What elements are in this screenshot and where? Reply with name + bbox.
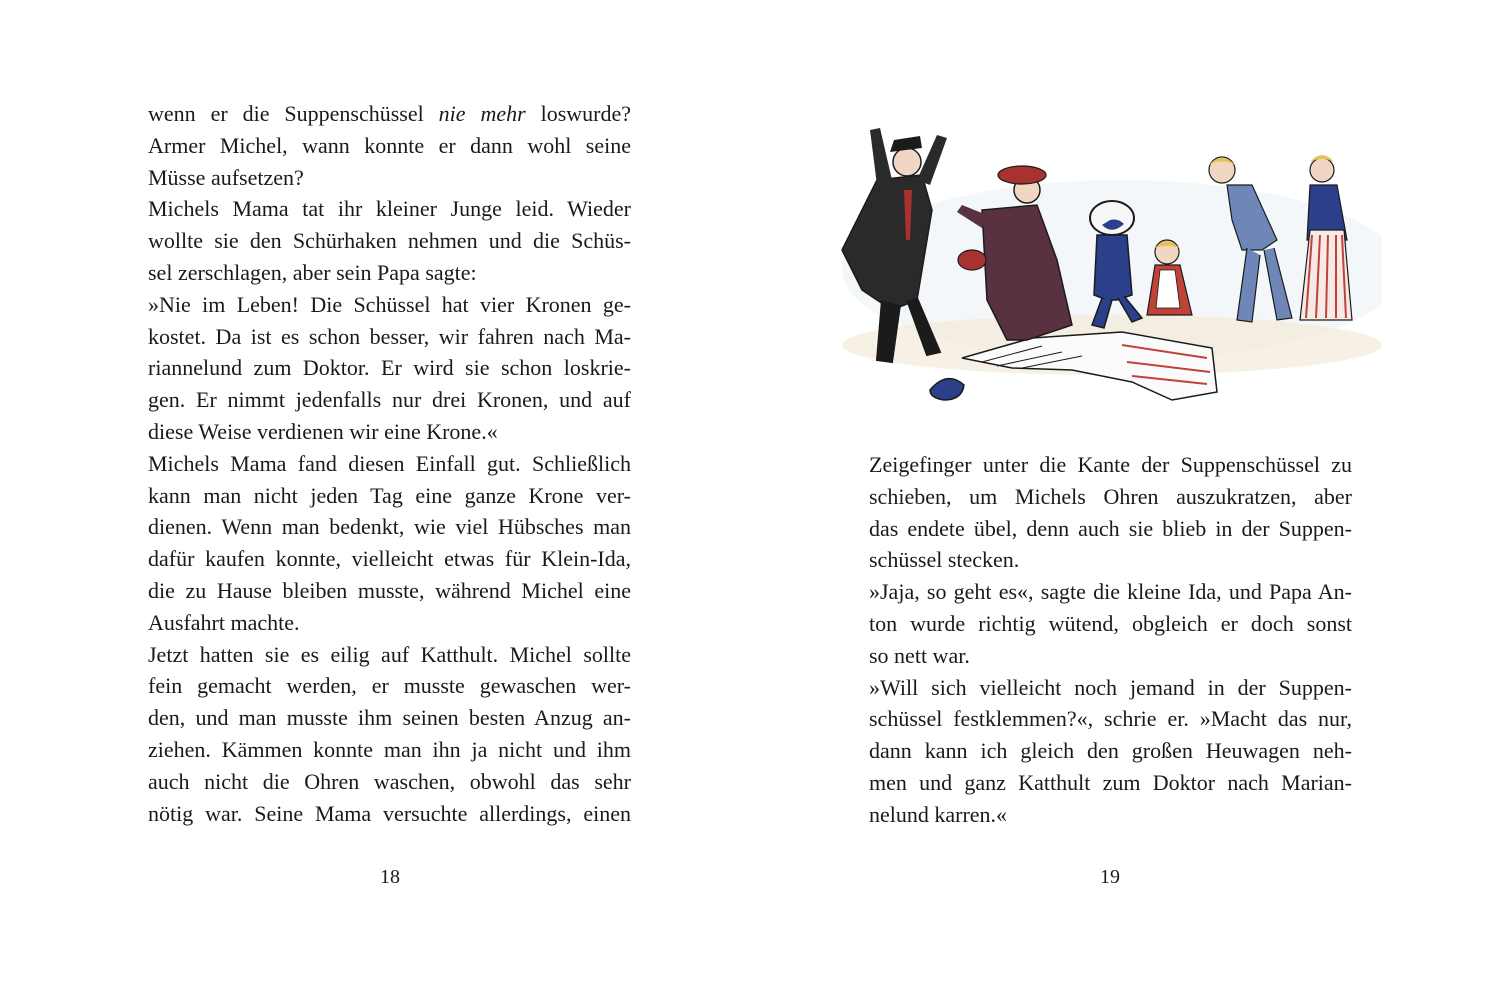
text-line: sel zerschlagen, aber sein Papa sagte:	[148, 259, 477, 285]
text-line: riannelund zum Doktor. Er wird sie schon loskrie-	[148, 355, 631, 381]
text-line: den, und man musste ihm seinen besten Anzug an-	[148, 705, 631, 731]
text-line: »Will sich vielleicht noch jemand in der Suppen-	[869, 674, 1352, 700]
text-line: gen. Er nimmt jedenfalls nur drei Kronen, und auf	[148, 387, 631, 413]
text-line: ziehen. Kämmen konnte man ihn ja nicht und ihm	[148, 736, 631, 762]
text-line: schüssel stecken.	[869, 547, 1020, 573]
father-arm-left	[870, 128, 892, 185]
text-line: nelund karren.«	[869, 801, 1008, 827]
text-line: auch nicht die Ohren waschen, obwohl das sehr	[148, 768, 631, 794]
lina-figure	[1300, 155, 1352, 320]
text-line: kann man nicht jeden Tag eine ganze Krone ver-	[148, 482, 631, 508]
text-line: Müsse aufsetzen?	[148, 164, 304, 190]
text-line: Jetzt hatten sie es eilig auf Katthult. Michel sollte	[148, 641, 631, 667]
text-line: men und ganz Katthult zum Doktor nach Marian-	[869, 769, 1352, 795]
emphasis-text: nie mehr	[438, 101, 526, 126]
lina-head	[1310, 158, 1334, 182]
text-line: schieben, um Michels Ohren auszukratzen, aber	[869, 483, 1352, 509]
father-hat	[890, 136, 922, 152]
text-line: kostet. Da ist es schon besser, wir fahren nach Ma-	[148, 323, 631, 349]
illustration	[822, 100, 1382, 420]
text-line: Armer Michel, wann konnte er dann wohl seine	[148, 132, 631, 158]
mother-hat	[998, 166, 1046, 184]
text-line: »Jaja, so geht es«, sagte die kleine Ida, und Papa An-	[869, 579, 1352, 605]
michel-body	[1094, 235, 1132, 300]
father-head	[893, 148, 921, 176]
text-line: ton wurde richtig wütend, obgleich er doch sonst	[869, 610, 1352, 636]
mother-bag	[958, 250, 986, 270]
page-number: 19	[1100, 866, 1120, 888]
text-line: »Nie im Leben! Die Schüssel hat vier Kronen ge-	[148, 291, 631, 317]
text-line: schüssel festklemmen?«, schrie er. »Macht das nur,	[869, 706, 1352, 732]
text-line: dienen. Wenn man bedenkt, wie viel Hübsches man	[148, 514, 631, 540]
text-line: dann kann ich gleich den großen Heuwagen neh-	[869, 738, 1352, 764]
text-line: wollte sie den Schürhaken nehmen und die Schüs-	[148, 228, 631, 254]
text-line: wenn er die Suppenschüssel nie mehr loswurde?	[148, 101, 631, 126]
text-line: so nett war.	[869, 642, 970, 668]
cap	[930, 379, 964, 400]
text-line: die zu Hause bleiben musste, während Michel eine	[148, 577, 631, 603]
text-line: das endete übel, denn auch sie blieb in der Suppen-	[869, 515, 1352, 541]
left-page-text	[148, 98, 631, 829]
text-line: Ausfahrt machte.	[148, 609, 300, 635]
tureen	[1090, 201, 1134, 235]
text-line: Michels Mama tat ihr kleiner Junge leid. Wieder	[148, 196, 631, 222]
page-number: 18	[380, 866, 400, 888]
text-line: Zeigefinger unter die Kante der Suppenschüssel zu	[869, 452, 1352, 477]
text-line: nötig war. Seine Mama versuchte allerdings, einen	[148, 800, 631, 826]
right-page	[750, 0, 1500, 997]
text-line: Michels Mama fand diesen Einfall gut. Schließlich	[148, 450, 631, 476]
text-line: fein gemacht werden, er musste gewaschen wer-	[148, 673, 631, 699]
right-page-text	[869, 449, 1352, 831]
text-line: dafür kaufen konnte, vielleicht etwas für Klein-Ida,	[148, 546, 631, 572]
text-line: diese Weise verdienen wir eine Krone.«	[148, 418, 498, 444]
